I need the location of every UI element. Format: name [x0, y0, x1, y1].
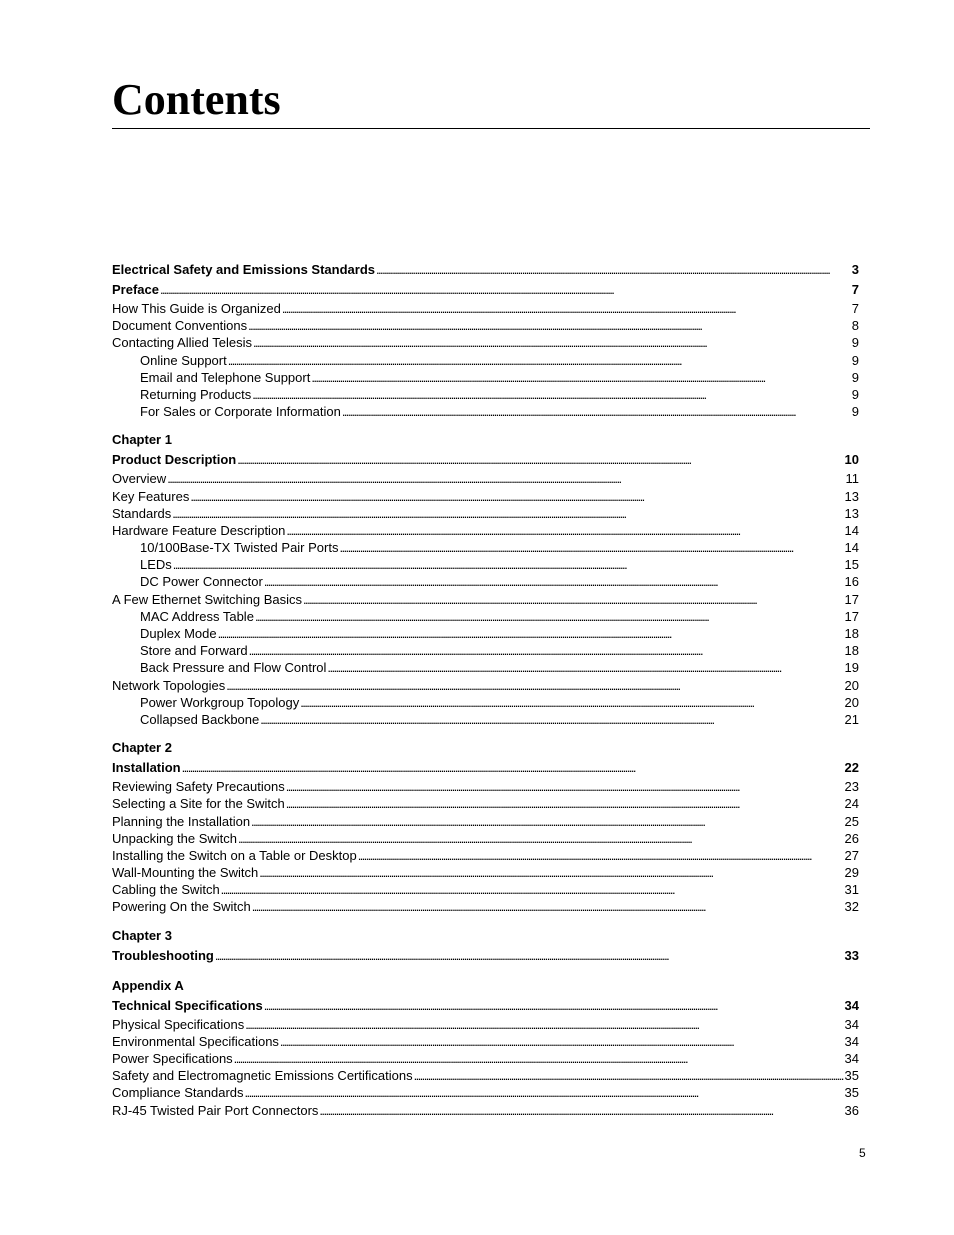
- toc-entry-page: 17: [844, 608, 859, 624]
- toc-entry-page: 20: [844, 677, 859, 693]
- toc-entry-label: Contacting Allied Telesis: [112, 335, 252, 351]
- toc-dot-leader: [253, 334, 851, 351]
- toc-entry-page: 23: [844, 779, 859, 795]
- toc-entry-page: 34: [844, 1051, 859, 1066]
- toc-entry-label: Returning Products: [140, 386, 252, 402]
- toc-entry-label: MAC Address Table: [140, 608, 254, 624]
- toc-dot-leader: [238, 830, 844, 847]
- toc-dot-leader: [182, 758, 844, 778]
- toc-entry-label: Environmental Specifications: [112, 1033, 279, 1049]
- toc-dot-leader: [300, 694, 843, 711]
- toc-dot-leader: [226, 677, 843, 694]
- toc-dot-leader: [311, 369, 850, 386]
- toc-dot-leader: [160, 280, 851, 300]
- toc-entry-label: Planning the Installation: [112, 813, 251, 829]
- toc-entry-page: 20: [844, 694, 859, 710]
- table-of-contents: [112, 260, 859, 1119]
- toc-dot-leader: [167, 470, 844, 487]
- toc-entry-label: RJ-45 Twisted Pair Port Connectors: [112, 1102, 319, 1118]
- toc-entry-label: Back Pressure and Flow Control: [140, 660, 327, 676]
- toc-entry-page: 17: [844, 591, 859, 607]
- toc-entry-page: 9: [851, 352, 859, 368]
- toc-section-entry[interactable]: [112, 1033, 859, 1050]
- toc-dot-leader: [280, 1033, 844, 1050]
- toc-dot-leader: [282, 300, 851, 317]
- toc-section-entry[interactable]: [112, 795, 859, 812]
- toc-entry-label: Power Specifications: [112, 1051, 233, 1066]
- toc-entry-page: 9: [851, 335, 859, 351]
- toc-entry-label: Cabling the Switch: [112, 882, 220, 898]
- toc-dot-leader: [286, 795, 844, 812]
- toc-entry-page: 31: [844, 882, 859, 898]
- toc-dot-leader: [264, 996, 844, 1016]
- toc-entry-page: 14: [844, 540, 859, 556]
- toc-entry-page: 13: [844, 505, 859, 521]
- toc-entry-label: A Few Ethernet Switching Basics: [112, 591, 303, 607]
- title-rule: [112, 128, 870, 129]
- toc-entry-label: Safety and Electromagnetic Emissions Certifications: [112, 1068, 413, 1084]
- toc-entry-page: 7: [851, 301, 859, 316]
- toc-entry-page: 35: [844, 1085, 859, 1101]
- toc-subsection-entry[interactable]: [112, 608, 859, 625]
- toc-entry-label: Preface: [112, 282, 159, 297]
- chapter-heading: Chapter 3: [112, 927, 172, 943]
- toc-section-entry[interactable]: [112, 505, 859, 522]
- toc-entry-page: 8: [851, 318, 859, 334]
- toc-dot-leader: [286, 522, 843, 539]
- toc-dot-leader: [255, 608, 844, 625]
- toc-chapter-entry[interactable]: [112, 946, 859, 966]
- toc-dot-leader: [215, 946, 844, 966]
- toc-dot-leader: [173, 556, 844, 573]
- toc-entry-page: 10: [844, 452, 859, 468]
- toc-section-entry[interactable]: [112, 1016, 859, 1033]
- toc-entry-label: 10/100Base-TX Twisted Pair Ports: [140, 540, 339, 556]
- toc-dot-leader: [245, 1016, 843, 1033]
- toc-section-entry[interactable]: [112, 898, 859, 915]
- toc-dot-leader: [221, 881, 844, 898]
- toc-entry-label: LEDs: [140, 557, 172, 573]
- toc-subsection-entry[interactable]: [112, 556, 859, 573]
- toc-chapter-entry[interactable]: [112, 996, 859, 1016]
- toc-entry-page: 13: [844, 488, 859, 504]
- toc-entry-label: Installation: [112, 760, 181, 776]
- toc-entry-page: 27: [844, 847, 859, 863]
- toc-dot-leader: [190, 488, 843, 505]
- toc-dot-leader: [259, 864, 843, 881]
- toc-entry-label: Reviewing Safety Precautions: [112, 779, 285, 795]
- toc-dot-leader: [376, 260, 851, 280]
- toc-entry-label: For Sales or Corporate Information: [140, 404, 341, 420]
- toc-entry-label: Compliance Standards: [112, 1085, 244, 1101]
- toc-chapter-entry[interactable]: [112, 450, 859, 470]
- toc-subsection-entry[interactable]: [112, 539, 859, 556]
- toc-section-entry[interactable]: [112, 591, 859, 608]
- toc-entry-label: Unpacking the Switch: [112, 830, 238, 846]
- toc-section-entry[interactable]: [112, 488, 859, 505]
- toc-entry-label: Installing the Switch on a Table or Desktop: [112, 847, 357, 863]
- toc-section-entry[interactable]: [112, 317, 859, 334]
- toc-entry-page: 36: [844, 1102, 859, 1118]
- toc-entry-label: Product Description: [112, 452, 237, 468]
- toc-entry-page: 14: [844, 522, 859, 538]
- toc-dot-leader: [286, 778, 844, 795]
- toc-entry-label: Collapsed Backbone: [140, 711, 260, 727]
- toc-entry-page: 19: [844, 660, 859, 676]
- toc-entry-page: 25: [844, 813, 859, 829]
- toc-entry-label: Powering On the Switch: [112, 899, 251, 915]
- toc-section-entry[interactable]: [112, 830, 859, 847]
- toc-dot-leader: [252, 386, 850, 403]
- toc-entry-page: 26: [844, 830, 859, 846]
- toc-entry-label: Electrical Safety and Emissions Standards: [112, 262, 375, 277]
- toc-section-entry[interactable]: [112, 881, 859, 898]
- toc-entry-page: 16: [844, 574, 859, 590]
- toc-chapter-entry[interactable]: [112, 260, 859, 280]
- toc-dot-leader: [234, 1050, 844, 1067]
- toc-entry-label: Duplex Mode: [140, 626, 217, 641]
- toc-entry-label: Troubleshooting: [112, 947, 214, 963]
- chapter-heading: Chapter 2: [112, 740, 172, 756]
- toc-subsection-entry[interactable]: [112, 352, 859, 369]
- toc-section-entry[interactable]: [112, 1050, 859, 1067]
- toc-section-entry[interactable]: [112, 470, 859, 487]
- toc-subsection-entry[interactable]: [112, 642, 859, 659]
- toc-entry-page: 21: [844, 711, 859, 727]
- toc-entry-page: 7: [851, 282, 859, 297]
- page-number: 5: [859, 1146, 866, 1160]
- toc-entry-page: 9: [851, 404, 859, 420]
- toc-entry-label: Physical Specifications: [112, 1016, 245, 1032]
- toc-subsection-entry[interactable]: [112, 403, 859, 420]
- toc-entry-label: Standards: [112, 505, 172, 521]
- toc-section-entry[interactable]: [112, 864, 859, 881]
- toc-entry-page: 34: [844, 997, 859, 1013]
- toc-entry-page: 29: [844, 865, 859, 881]
- toc-dot-leader: [252, 898, 844, 915]
- toc-subsection-entry[interactable]: [112, 386, 859, 403]
- toc-entry-page: 9: [851, 386, 859, 402]
- toc-dot-leader: [303, 591, 844, 608]
- toc-subsection-entry[interactable]: [112, 573, 859, 590]
- toc-entry-page: 24: [844, 796, 859, 812]
- toc-subsection-entry[interactable]: [112, 369, 859, 386]
- toc-entry-page: 15: [844, 557, 859, 573]
- toc-dot-leader: [172, 505, 843, 522]
- toc-chapter-entry[interactable]: [112, 280, 859, 300]
- toc-dot-leader: [319, 1102, 843, 1119]
- toc-entry-page: 34: [844, 1016, 859, 1032]
- toc-entry-page: 32: [844, 899, 859, 915]
- toc-dot-leader: [260, 711, 843, 728]
- toc-dot-leader: [327, 659, 843, 676]
- toc-dot-leader: [358, 847, 844, 864]
- chapter-heading: Chapter 1: [112, 432, 172, 448]
- toc-dot-leader: [342, 403, 851, 420]
- chapter-heading: Appendix A: [112, 977, 184, 993]
- toc-section-entry[interactable]: [112, 1084, 859, 1101]
- toc-section-entry[interactable]: [112, 300, 859, 317]
- toc-dot-leader: [249, 642, 844, 659]
- toc-subsection-entry[interactable]: [112, 659, 859, 676]
- toc-entry-label: DC Power Connector: [140, 574, 263, 590]
- toc-entry-label: Email and Telephone Support: [140, 369, 311, 385]
- toc-section-entry[interactable]: [112, 813, 859, 830]
- toc-entry-label: Network Topologies: [112, 677, 226, 693]
- toc-section-entry[interactable]: [112, 677, 859, 694]
- toc-entry-label: Technical Specifications: [112, 997, 263, 1013]
- toc-entry-page: 35: [844, 1068, 859, 1084]
- toc-dot-leader: [237, 450, 843, 470]
- toc-entry-page: 9: [851, 369, 859, 385]
- toc-entry-page: 11: [845, 471, 859, 487]
- toc-dot-leader: [414, 1067, 844, 1084]
- toc-section-entry[interactable]: [112, 1067, 859, 1084]
- toc-dot-leader: [339, 539, 843, 556]
- toc-dot-leader: [245, 1084, 844, 1101]
- toc-section-entry[interactable]: [112, 334, 859, 351]
- toc-entry-label: Online Support: [140, 352, 227, 368]
- toc-entry-label: How This Guide is Organized: [112, 301, 281, 316]
- toc-section-entry[interactable]: [112, 778, 859, 795]
- toc-entry-page: 18: [844, 643, 859, 659]
- toc-dot-leader: [251, 813, 843, 830]
- toc-entry-label: Selecting a Site for the Switch: [112, 796, 285, 812]
- toc-entry-page: 22: [844, 760, 859, 776]
- toc-entry-label: Overview: [112, 471, 167, 487]
- toc-subsection-entry[interactable]: [112, 694, 859, 711]
- toc-dot-leader: [264, 573, 844, 590]
- toc-entry-page: 34: [844, 1033, 859, 1049]
- toc-chapter-entry[interactable]: [112, 758, 859, 778]
- toc-dot-leader: [248, 317, 851, 334]
- toc-entry-page: 18: [844, 626, 859, 641]
- toc-entry-label: Store and Forward: [140, 643, 248, 659]
- toc-dot-leader: [218, 625, 844, 642]
- toc-subsection-entry[interactable]: [112, 711, 859, 728]
- toc-section-entry[interactable]: [112, 847, 859, 864]
- toc-entry-label: Wall-Mounting the Switch: [112, 865, 259, 881]
- toc-section-entry[interactable]: [112, 1102, 859, 1119]
- toc-entry-label: Document Conventions: [112, 318, 248, 334]
- toc-section-entry[interactable]: [112, 522, 859, 539]
- toc-subsection-entry[interactable]: [112, 625, 859, 642]
- toc-entry-label: Key Features: [112, 488, 190, 504]
- toc-entry-label: Hardware Feature Description: [112, 522, 286, 538]
- toc-entry-label: Power Workgroup Topology: [140, 694, 300, 710]
- toc-dot-leader: [228, 352, 851, 369]
- page-title: Contents: [112, 75, 281, 124]
- toc-entry-page: 33: [844, 947, 859, 963]
- toc-entry-page: 3: [851, 262, 859, 277]
